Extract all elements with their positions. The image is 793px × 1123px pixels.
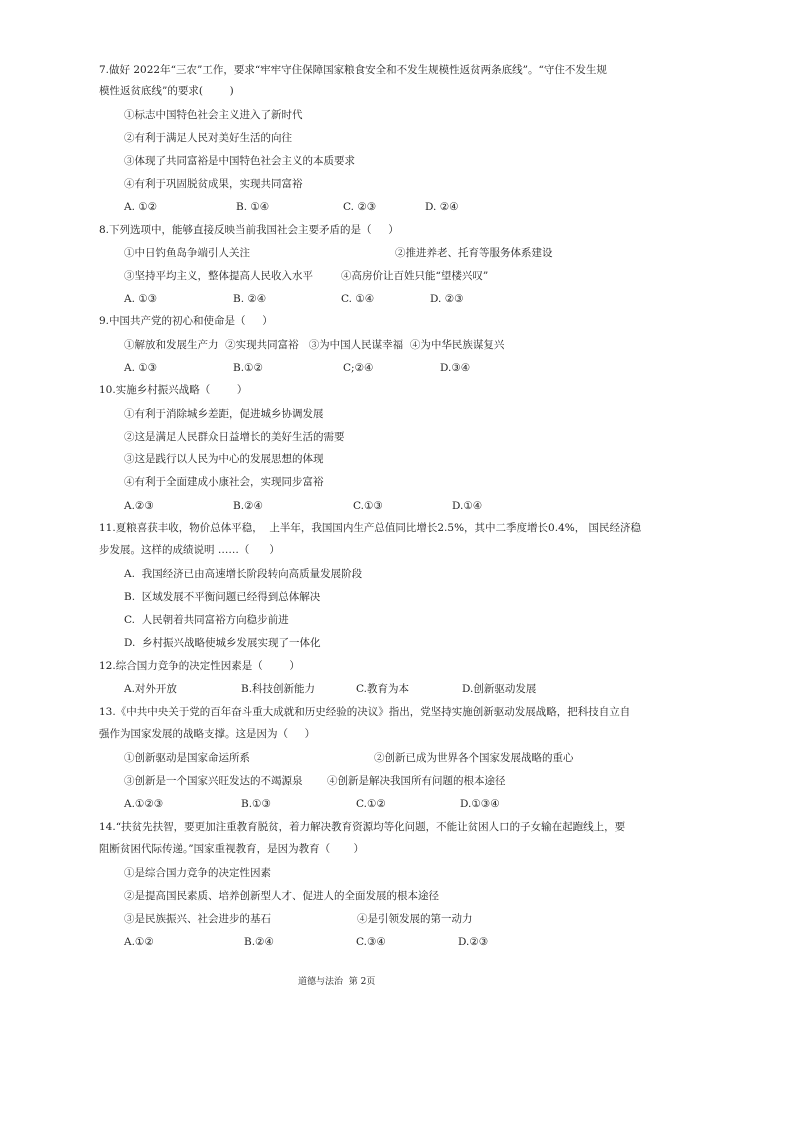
q7-option-c[interactable]: C. ②③ bbox=[343, 201, 377, 213]
q13-option-d[interactable]: D.①③④ bbox=[460, 798, 500, 810]
q14-option-b[interactable]: B.②④ bbox=[244, 936, 274, 948]
q9-option-d[interactable]: D.③④ bbox=[440, 362, 471, 374]
q13-item-2: ②创新已成为世界各个国家发展战略的重心 bbox=[374, 752, 574, 764]
q8-option-b[interactable]: B. ②④ bbox=[233, 293, 267, 305]
q14-item-1: ①是综合国力竞争的决定性因素 bbox=[124, 867, 271, 879]
q11-option-d[interactable]: D. 乡村振兴战略使城乡发展实现了一体化 bbox=[124, 637, 321, 649]
q7-option-a[interactable]: A. ①② bbox=[124, 201, 158, 213]
q7-option-b[interactable]: B. ①④ bbox=[236, 201, 270, 213]
q7-stem-line1: 7.做好 2022年“三农”工作，要求“牢牢守住保障国家粮食安全和不发生规模性返贫两条底线”。“守住不发生规 bbox=[99, 64, 607, 76]
q14-option-d[interactable]: D.②③ bbox=[458, 936, 489, 948]
q12-option-d[interactable]: D.创新驱动发展 bbox=[462, 683, 537, 695]
q8-item-1: ①中日钓鱼岛争端引人关注 bbox=[124, 247, 250, 259]
q8-option-d[interactable]: D. ②③ bbox=[430, 293, 464, 305]
q10-item-2: ②这是满足人民群众日益增长的美好生活的需要 bbox=[124, 431, 345, 443]
q9-items: ①解放和发展生产力 ②实现共同富裕 ③为中国人民谋幸福 ④为中华民族谋复兴 bbox=[124, 339, 505, 351]
q11-option-a[interactable]: A. 我国经济已由高速增长阶段转向高质量发展阶段 bbox=[124, 568, 363, 580]
q14-stem-line2: 阻断贫困代际传递。”国家重视教育，是因为教育（ ） bbox=[99, 843, 364, 855]
q13-item-1: ①创新驱动是国家命运所系 bbox=[124, 752, 250, 764]
q12-stem: 12.综合国力竞争的决定性因素是（ ） bbox=[99, 660, 300, 672]
q7-item-4: ④有利于巩固脱贫成果，实现共同富裕 bbox=[124, 178, 303, 190]
q14-item-3: ③是民族振兴、社会进步的基石 bbox=[124, 913, 271, 925]
q13-option-c[interactable]: C.①② bbox=[356, 798, 386, 810]
q10-option-d[interactable]: D.①④ bbox=[452, 500, 483, 512]
q10-item-3: ③这是践行以人民为中心的发展思想的体现 bbox=[124, 453, 324, 465]
q8-item-2: ②推进养老、托育等服务体系建设 bbox=[395, 247, 553, 259]
q8-option-a[interactable]: A. ①③ bbox=[124, 293, 158, 305]
q13-item-3: ③创新是一个国家兴旺发达的不竭源泉 bbox=[124, 775, 303, 787]
q8-item-3: ③坚持平均主义，整体提高人民收入水平 bbox=[124, 270, 313, 282]
q10-item-1: ①有利于消除城乡差距，促进城乡协调发展 bbox=[124, 408, 324, 420]
q11-option-c[interactable]: C. 人民朝着共同富裕方向稳步前进 bbox=[124, 614, 289, 626]
q11-option-b[interactable]: B. 区域发展不平衡问题已经得到总体解决 bbox=[124, 591, 321, 603]
q9-option-a[interactable]: A. ①③ bbox=[124, 362, 158, 374]
q13-option-b[interactable]: B.①③ bbox=[241, 798, 271, 810]
q10-option-b[interactable]: B.②④ bbox=[233, 500, 263, 512]
page-footer: 道德与法治 第 2页 bbox=[298, 977, 376, 987]
q13-option-a[interactable]: A.①②③ bbox=[124, 798, 164, 810]
q13-item-4: ④创新是解决我国所有问题的根本途径 bbox=[327, 775, 506, 787]
q7-stem-line2: 模性返贫底线”的要求( ) bbox=[99, 85, 234, 97]
q10-stem: 10.实施乡村振兴战略（ ） bbox=[99, 384, 248, 396]
q7-item-3: ③体现了共同富裕是中国特色社会主义的本质要求 bbox=[124, 155, 355, 167]
q8-item-4: ④高房价让百姓只能“望楼兴叹” bbox=[341, 270, 489, 282]
q14-item-2: ②是提高国民素质、培养创新型人才、促进人的全面发展的根本途径 bbox=[124, 890, 439, 902]
q13-stem-line1: 13.《中共中央关于党的百年奋斗重大成就和历史经验的决议》指出，党坚持实施创新驱动发展战略，把科技自立自 bbox=[99, 706, 631, 718]
q10-option-c[interactable]: C.①③ bbox=[353, 500, 383, 512]
q11-stem-line2: 步发展。这样的成绩说明 ……（ ） bbox=[99, 544, 280, 556]
q7-item-2: ②有利于满足人民对美好生活的向往 bbox=[124, 132, 292, 144]
q11-stem-line1: 11.夏粮喜获丰收，物价总体平稳， 上半年，我国国内生产总值同比增长2.5%，其中二季度增长0.4%， 国民经济稳 bbox=[99, 522, 642, 534]
q10-item-4: ④有利于全面建成小康社会，实现同步富裕 bbox=[124, 476, 324, 488]
q14-stem-line1: 14.“扶贫先扶智，要更加注重教育脱贫，着力解决教育资源均等化问题，不能让贫困人口的子女输在起跑线上，要 bbox=[99, 821, 626, 833]
q13-stem-line2: 强作为国家发展的战略支撑。这是因为（ ） bbox=[99, 728, 316, 740]
q7-item-1: ①标志中国特色社会主义进入了新时代 bbox=[124, 109, 303, 121]
q7-option-d[interactable]: D. ②④ bbox=[425, 201, 459, 213]
q9-stem: 9.中国共产党的初心和使命是（ ） bbox=[99, 315, 273, 327]
q8-option-c[interactable]: C. ①④ bbox=[341, 293, 375, 305]
q12-option-b[interactable]: B.科技创新能力 bbox=[241, 683, 316, 695]
q8-stem: 8.下列选项中，能够直接反映当前我国社会主要矛盾的是（ ） bbox=[99, 224, 399, 236]
q14-item-4: ④是引领发展的第一动力 bbox=[357, 913, 473, 925]
q9-option-c[interactable]: C;②④ bbox=[343, 362, 374, 374]
q12-option-a[interactable]: A.对外开放 bbox=[124, 683, 177, 695]
q10-option-a[interactable]: A.②③ bbox=[124, 500, 154, 512]
q14-option-a[interactable]: A.①② bbox=[124, 936, 154, 948]
q9-option-b[interactable]: B.①② bbox=[233, 362, 263, 374]
q12-option-c[interactable]: C.教育为本 bbox=[356, 683, 409, 695]
q14-option-c[interactable]: C.③④ bbox=[356, 936, 386, 948]
